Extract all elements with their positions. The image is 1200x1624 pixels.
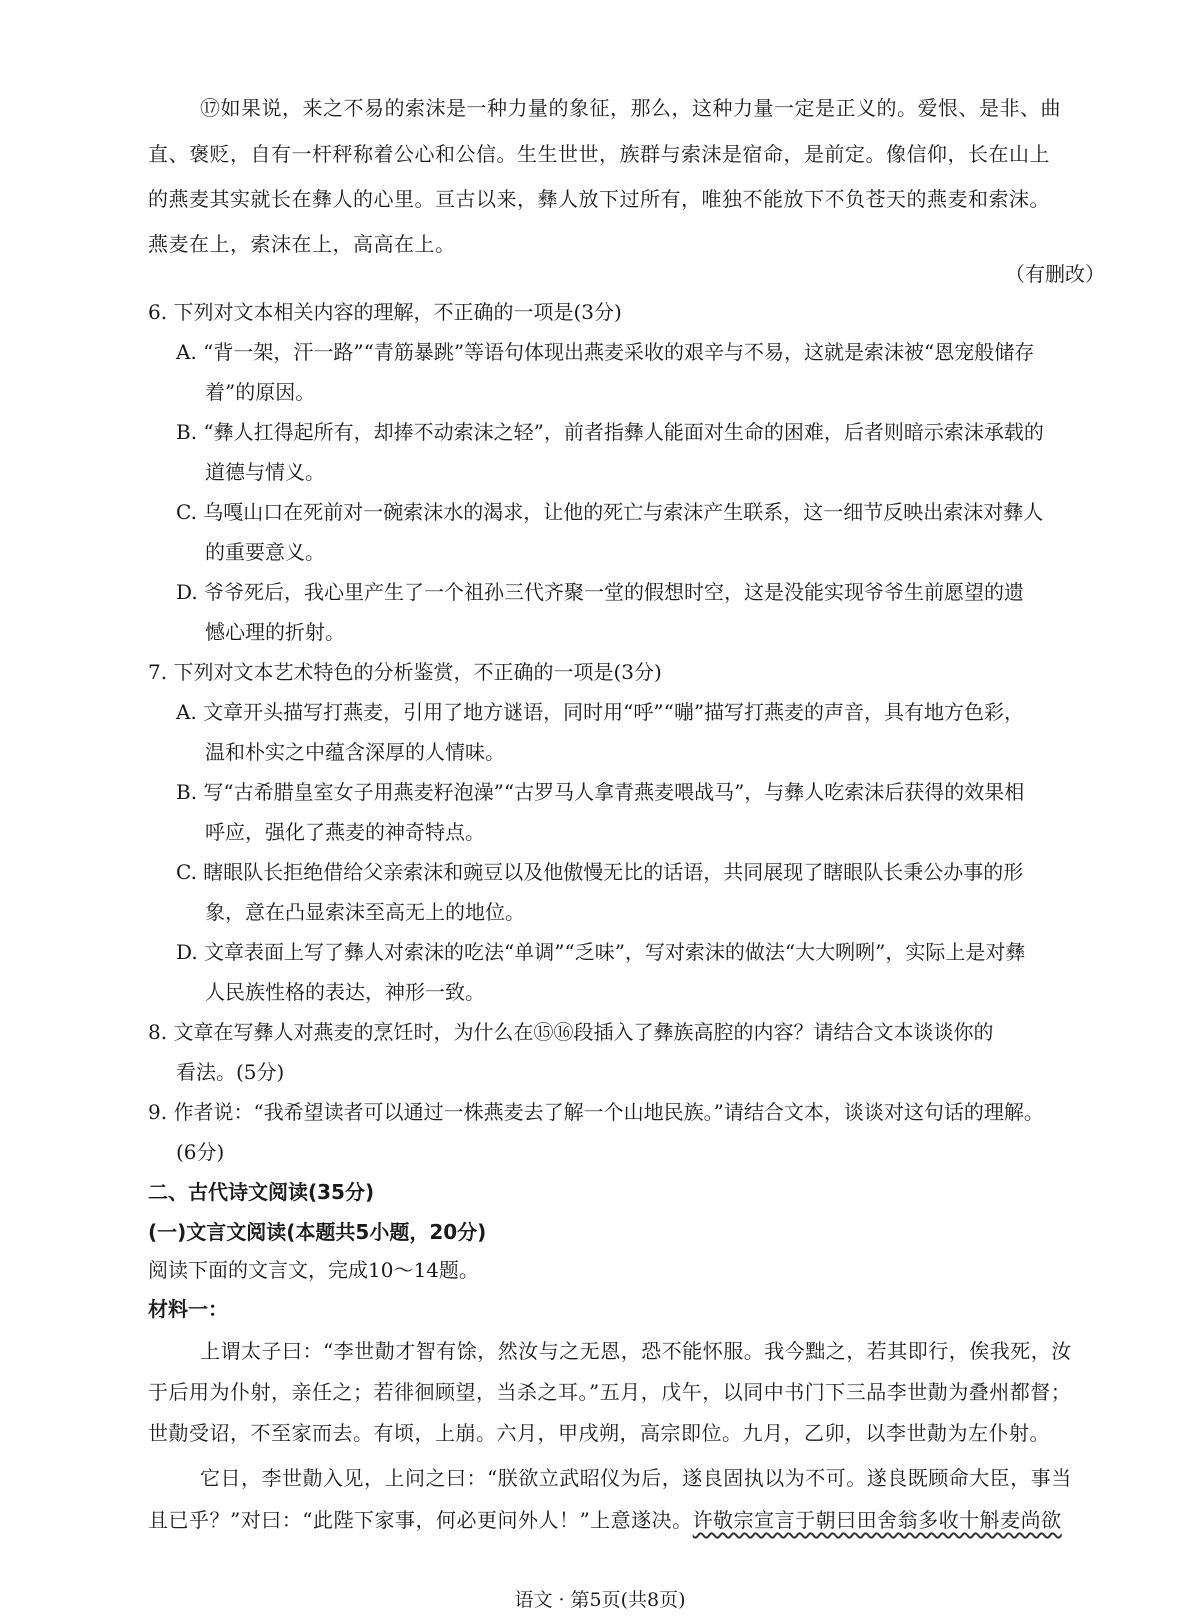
classical-line-4: 它日，李世勣入见，上问之曰：“朕欲立武昭仪为后，遂良固执以为不可。遂良既顾命大臣，事当: [200, 1466, 1072, 1490]
classical-line-5-text: 且已乎？”对曰：“此陛下家事，何必更问外人！”上意遂决。: [148, 1508, 693, 1532]
subsection-heading: (一)文言文阅读(本题共5小题，20分): [148, 1220, 487, 1244]
q7-option-d-line2: 人民族性格的表达，神形一致。: [205, 980, 485, 1004]
q6-option-b-line1: B. “彝人扛得起所有，却捧不动索沫之轻”，前者指彝人能面对生命的困难，后者则暗示索沫承载的: [176, 420, 1044, 444]
q7-option-b-line1: B. 写“古希腊皇室女子用燕麦籽泡澡”“古罗马人拿青燕麦喂战马”，与彝人吃索沫后获得的效果相: [176, 780, 1025, 804]
classical-line-1: 上谓太子曰：“李世勣才智有馀，然汝与之无恩，恐不能怀服。我今黜之，若其即行，俟我死，汝: [200, 1339, 1072, 1363]
passage-line-4: 燕麦在上，索沫在上，高高在上。: [148, 232, 456, 256]
classical-line-3: 世勣受诏，不至家而去。有顷，上崩。六月，甲戌朔，高宗即位。九月，乙卯，以李世勣为左仆射。: [148, 1421, 1050, 1445]
q7-option-a-line2: 温和朴实之中蕴含深厚的人情味。: [205, 740, 505, 764]
q6-option-c-line2: 的重要意义。: [205, 540, 325, 564]
q7-option-b-line2: 呼应，强化了燕麦的神奇特点。: [205, 820, 485, 844]
q7-option-c-line1: C. 瞎眼队长拒绝借给父亲索沫和豌豆以及他傲慢无比的话语，共同展现了瞎眼队长秉公办事的形: [176, 860, 1024, 884]
page-footer: 语文 · 第5页(共8页): [514, 1589, 686, 1611]
q7-stem: 7. 下列对文本艺术特色的分析鉴赏，不正确的一项是(3分): [148, 660, 662, 684]
q6-option-d-line2: 憾心理的折射。: [205, 620, 345, 644]
q6-option-a-line2: 着”的原因。: [205, 380, 316, 404]
q8-line2: 看法。(5分): [176, 1060, 285, 1084]
q6-option-c-line1: C. 乌嘎山口在死前对一碗索沫水的渴求，让他的死亡与索沫产生联系，这一细节反映出索沫对彝人: [176, 500, 1044, 524]
passage-line-1: ⑰如果说，来之不易的索沫是一种力量的象征，那么，这种力量一定是正义的。爱恨、是非、曲: [200, 96, 1061, 120]
classical-line-5: [148, 1506, 1062, 1534]
material-label: 材料一：: [148, 1297, 228, 1321]
q7-option-c-line2: 象，意在凸显索沫至高无上的地位。: [205, 900, 525, 924]
wavy-underlined-sentence: 许敬宗宣言于朝曰田舍翁多收十斛麦尚欲: [692, 1508, 1062, 1532]
q7-option-a-line1: A. 文章开头描写打燕麦，引用了地方谜语，同时用“呼”“嘣”描写打燕麦的声音，具有地方色彩，: [176, 700, 1025, 724]
q6-option-b-line2: 道德与情义。: [205, 460, 325, 484]
q6-option-a-line1: A. “背一架，汗一路”“青筋暴跳”等语句体现出燕麦采收的艰辛与不易，这就是索沫被“恩宠般储存: [176, 340, 1035, 364]
passage-line-3: 的燕麦其实就长在彝人的心里。亘古以来，彝人放下过所有，唯独不能放下不负苍天的燕麦和索沫。: [148, 187, 1050, 211]
q6-option-d-line1: D. 爷爷死后，我心里产生了一个祖孙三代齐聚一堂的假想时空，这是没能实现爷爷生前愿望的遗: [176, 580, 1025, 604]
q7-option-d-line1: D. 文章表面上写了彝人对索沫的吃法“单调”“乏味”，写对索沫的做法“大大咧咧”，实际上是对彝: [176, 940, 1026, 964]
q9-line2: (6分): [176, 1140, 225, 1164]
q8-line1: 8. 文章在写彝人对燕麦的烹饪时，为什么在⑮⑯段插入了彝族高腔的内容？请结合文本谈谈你的: [148, 1020, 994, 1044]
section-heading: 二、古代诗文阅读(35分): [148, 1180, 375, 1204]
source-note: （有删改）: [1005, 262, 1105, 286]
classical-line-2: 于后用为仆射，亲任之；若徘徊顾望，当杀之耳。”五月，戊午，以同中书门下三品李世勣为叠州都督；: [148, 1380, 1072, 1404]
q6-stem: 6. 下列对文本相关内容的理解，不正确的一项是(3分): [148, 300, 622, 324]
q9-line1: 9. 作者说：“我希望读者可以通过一株燕麦去了解一个山地民族。”请结合文本，谈谈对这句话的理解。: [148, 1100, 1044, 1124]
instruction: 阅读下面的文言文，完成10～14题。: [148, 1258, 479, 1282]
passage-line-2: 直、褒贬，自有一杆秤称着公心和公信。生生世世，族群与索沫是宿命，是前定。像信仰，长在山上: [148, 142, 1050, 166]
